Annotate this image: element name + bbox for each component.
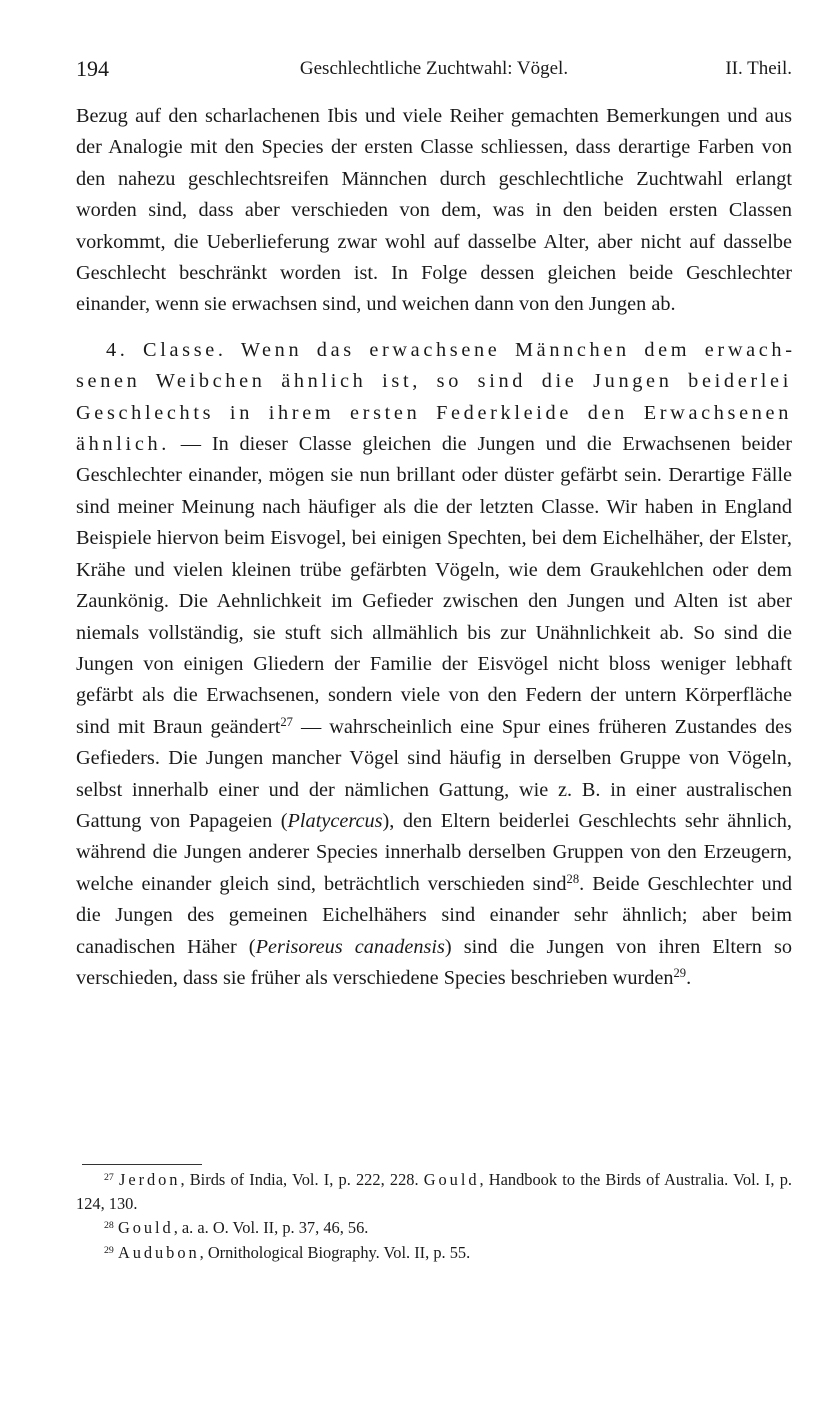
class-4-heading: 4. Classe. Wenn das erwachsene Männchen dem erwachsenen Weibchen ähnlich ist, so sind die Jungen beiderlei Geschlechts in ihrem ersten Federkleide den Erwachsenen ähnlich.	[76, 338, 792, 456]
species-perisoreus: Perisoreus canadensis	[255, 935, 445, 958]
footnote-author: Gould	[117, 1218, 174, 1238]
paragraph-2-text-a: — In dieser Classe gleichen die Jungen und die Erwachsenen beider Geschlechter einander, mögen sie nun brillant oder düster gefärbt sein. Derartige Fälle sind meiner Meinung nach häufiger als die der letzten Classe. Wir haben in England Beispiele hiervon beim Eisvogel, bei einigen Spechten, bei dem Eichelhäher, der Elster, Krähe und vielen kleinen trübe gefärbten Vögeln, wie dem Graukehlchen oder dem Zaunkönig. Die Aehnlichkeit im Gefieder zwischen den Jungen und Alten ist aber niemals vollständig, sie stuft sich allmählich bis zur Unähnlichkeit ab. So sind die Jungen von einigen Gliedern der Familie der Eisvögel nicht bloss weniger lebhaft gefärbt als die Erwachsenen, sondern viele von den Federn der untern Körperfläche sind mit Braun geändert	[76, 433, 792, 738]
footnote-ref-27: 27	[280, 714, 293, 729]
paragraph-2-text-c: ), den Eltern beiderlei Geschlechts sehr ähnlich, während die Jungen anderer Species innerhalb derselben Gruppen von den Erzeugern, welche einander gleich sind, beträchtlich verschieden sind	[76, 809, 792, 895]
paragraph-2-text-d: . Beide Geschlechter und die Jungen des gemeinen Eichelhähers sind einander sehr ähnlich; aber beim canadischen Häher (	[76, 872, 792, 958]
footnote-marker: 29	[104, 1244, 114, 1256]
footnote-text: , Birds of India, Vol. I, p. 222, 228.	[180, 1170, 424, 1189]
footnote-text: , a. a. O. Vol. II, p. 37, 46, 56.	[173, 1218, 369, 1238]
paragraph-2-text-b: — wahrscheinlich eine Spur eines früheren Zustandes des Gefieders. Die Jungen mancher Vögel sind häufig in derselben Gruppe von Vögeln, selbst innerhalb einer und der nämlichen Gattung, wie z. B. in einer australischen Gattung von Papageien (	[76, 715, 792, 832]
running-title: Geschlechtliche Zuchtwahl: Vögel.	[299, 58, 569, 79]
footnote-ref-29: 29	[673, 966, 687, 981]
footnote-divider	[82, 1164, 202, 1165]
footnote-marker: 27	[104, 1172, 114, 1184]
paragraph-2-text-f: .	[686, 966, 692, 989]
genus-platycercus: Platycercus	[287, 809, 383, 832]
footnote-28	[76, 1216, 792, 1240]
footnote-text: , Handbook to the Birds of Australia. Vol. I, p. 124, 130.	[76, 1170, 792, 1214]
footnote-27	[76, 1168, 792, 1216]
paragraph-1: Bezug auf den scharlachenen Ibis und viele Reiher gemachten Bemerkungen und aus der Analogie mit den Species der ersten Classe schliessen, dass derartige Farben von den nahezu geschlechtsreifen Männchen durch geschlechtliche Zuchtwahl erlangt worden sind, dass aber verschieden von dem, was in den beiden ersten Classen vorkommt, die Ueberlieferung zwar wohl auf dasselbe Alter, aber nicht auf dasselbe Geschlecht beschränkt worden ist. In Folge dessen gleichen beide Geschlechter einander, wenn sie erwachsen sind, und weichen dann von den Jungen ab.	[76, 105, 792, 316]
paragraph-2	[76, 335, 792, 995]
footnote-text: , Ornithological Biography. Vol. II, p. 55.	[199, 1242, 471, 1262]
footnote-29	[76, 1241, 792, 1265]
footnote-author: Audubon	[117, 1242, 200, 1262]
page-number: 194	[76, 56, 109, 81]
footnote-marker: 28	[104, 1220, 114, 1232]
footnotes	[76, 1168, 792, 1265]
footnote-author: Jerdon	[119, 1170, 181, 1189]
footnote-author: Gould	[423, 1170, 480, 1189]
part-label: II. Theil.	[725, 58, 792, 79]
paragraph-2-text-e: ) sind die Jungen von ihren Eltern so verschieden, dass sie früher als verschiedene Species beschrieben wurden	[76, 935, 792, 989]
footnote-ref-28: 28	[566, 871, 580, 886]
running-header	[76, 56, 792, 86]
body-text	[76, 101, 792, 994]
